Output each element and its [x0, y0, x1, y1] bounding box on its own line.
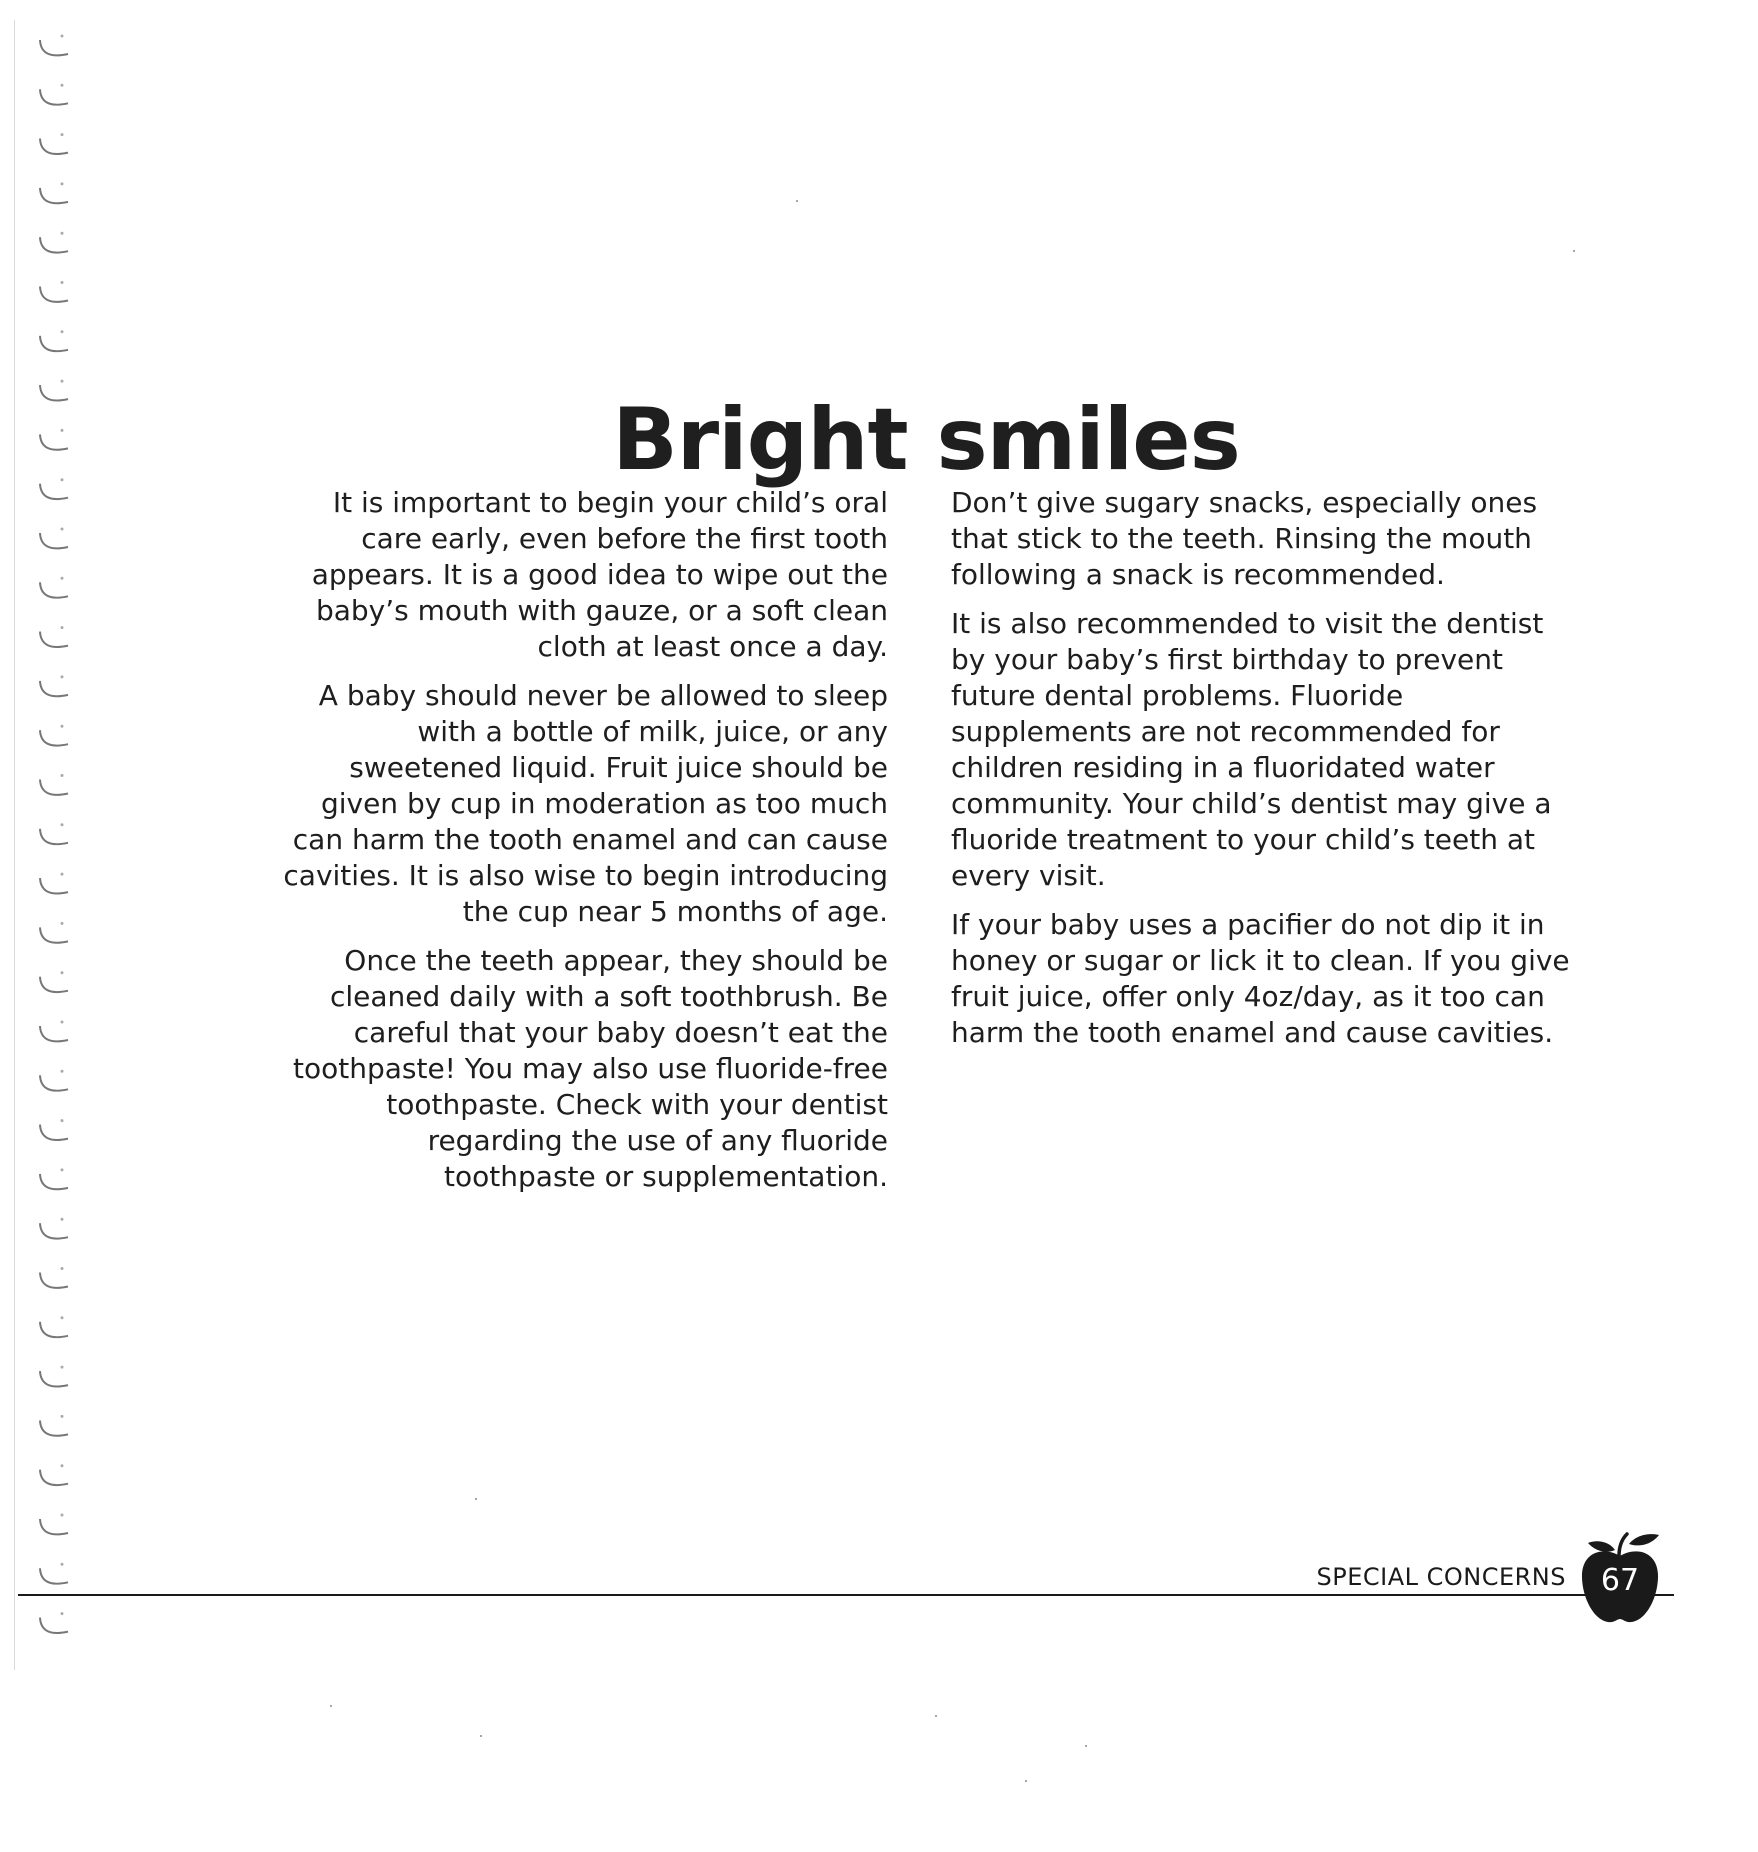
- binding-ring: [40, 1470, 68, 1485]
- binding-ring: [40, 632, 68, 647]
- binding-hole: [61, 675, 64, 678]
- binding-ring: [40, 139, 68, 154]
- binding-ring: [40, 1322, 68, 1337]
- paragraph: It is important to begin your child’s oral care early, even before the first tooth appears. It is a good idea to wipe out the baby’s mouth with gauze, or a soft clean cloth at least once a day.: [311, 486, 888, 663]
- scan-speck: [1085, 1745, 1087, 1747]
- binding-ring: [40, 533, 68, 548]
- spiral-binding: [14, 20, 84, 1670]
- page-number: 67: [1600, 1563, 1640, 1598]
- binding-hole: [61, 1119, 64, 1122]
- binding-ring: [40, 1568, 68, 1583]
- binding-hole: [61, 330, 64, 333]
- binding-hole: [61, 1612, 64, 1615]
- binding-ring: [40, 40, 68, 55]
- binding-hole: [61, 1464, 64, 1467]
- binding-hole: [61, 133, 64, 136]
- footer-section-label: SPECIAL CONCERNS: [1316, 1563, 1566, 1591]
- binding-hole: [61, 725, 64, 728]
- binding-hole: [61, 1021, 64, 1024]
- binding-hole: [61, 380, 64, 383]
- binding-hole: [61, 35, 64, 38]
- binding-hole: [61, 182, 64, 185]
- paragraph: Don’t give sugary snacks, especially ones that stick to the teeth. Rinsing the mouth following a snack is recommended.: [951, 486, 1538, 591]
- binding-ring: [40, 1273, 68, 1288]
- right-column: [951, 485, 1571, 1064]
- binding-hole: [61, 232, 64, 235]
- paragraph: Once the teeth appear, they should be cleaned daily with a soft toothbrush. Be careful that your baby doesn’t eat the toothpaste! You may also use fluoride-free toothpaste. Check with your dentist regarding the use of any fluoride toothpaste or supplementation.: [292, 944, 888, 1193]
- binding-ring: [40, 1420, 68, 1435]
- binding-ring: [40, 1618, 68, 1633]
- binding-ring: [40, 780, 68, 795]
- binding-ring: [40, 977, 68, 992]
- binding-hole: [61, 1563, 64, 1566]
- binding-hole: [61, 1316, 64, 1319]
- binding-hole: [61, 922, 64, 925]
- scan-speck: [1025, 1780, 1027, 1782]
- binding-hole: [61, 1168, 64, 1171]
- binding-ring: [40, 237, 68, 252]
- binding-hole: [61, 528, 64, 531]
- binding-hole: [61, 1070, 64, 1073]
- scan-speck: [796, 200, 798, 202]
- binding-hole: [61, 971, 64, 974]
- binding-hole: [61, 823, 64, 826]
- scan-speck: [1573, 250, 1575, 252]
- scan-speck: [330, 1705, 332, 1707]
- binding-hole: [61, 1267, 64, 1270]
- scan-speck: [935, 1715, 937, 1717]
- binding-ring: [40, 1371, 68, 1386]
- binding-ring: [40, 1026, 68, 1041]
- binding-hole: [61, 1415, 64, 1418]
- binding-ring: [40, 1075, 68, 1090]
- paragraph: It is also recommended to visit the dentist by your baby’s first birthday to prevent future dental problems. Fluoride supplements are not recommended for children residing in a fluoridated water community. Your child’s dentist may give a fluoride treatment to your child’s teeth at every visit.: [951, 607, 1552, 892]
- page-title: Bright smiles: [612, 389, 1240, 490]
- left-column: [268, 485, 888, 1208]
- binding-ring: [40, 878, 68, 893]
- binding-ring: [40, 1125, 68, 1140]
- binding-ring: [40, 188, 68, 203]
- binding-ring: [40, 829, 68, 844]
- binding-hole: [61, 577, 64, 580]
- paragraph: A baby should never be allowed to sleep with a bottle of milk, juice, or any sweetened liquid. Fruit juice should be given by cup in moderation as too much can harm the tooth enamel and can cause cavities. It is also wise to begin introducing the cup near 5 months of age.: [283, 679, 888, 928]
- binding-hole: [61, 1218, 64, 1221]
- binding-ring: [40, 927, 68, 942]
- scan-speck: [480, 1735, 482, 1737]
- binding-ring: [40, 582, 68, 597]
- binding-hole: [61, 1514, 64, 1517]
- binding-ring: [40, 1519, 68, 1534]
- binding-ring: [40, 89, 68, 104]
- binding-hole: [61, 84, 64, 87]
- binding-hole: [61, 1366, 64, 1369]
- binding-ring: [40, 287, 68, 302]
- scan-speck: [475, 1498, 477, 1500]
- binding-ring: [40, 1174, 68, 1189]
- binding-ring: [40, 681, 68, 696]
- binding-ring: [40, 336, 68, 351]
- binding-ring: [40, 1223, 68, 1238]
- binding-hole: [61, 626, 64, 629]
- binding-hole: [61, 281, 64, 284]
- paragraph: If your baby uses a pacifier do not dip it in honey or sugar or lick it to clean. If you give fruit juice, offer only 4oz/day, as it too can harm the tooth enamel and cause cavities.: [951, 908, 1570, 1049]
- footer-rule: [18, 1594, 1674, 1596]
- binding-ring: [40, 730, 68, 745]
- binding-hole: [61, 774, 64, 777]
- binding-hole: [61, 873, 64, 876]
